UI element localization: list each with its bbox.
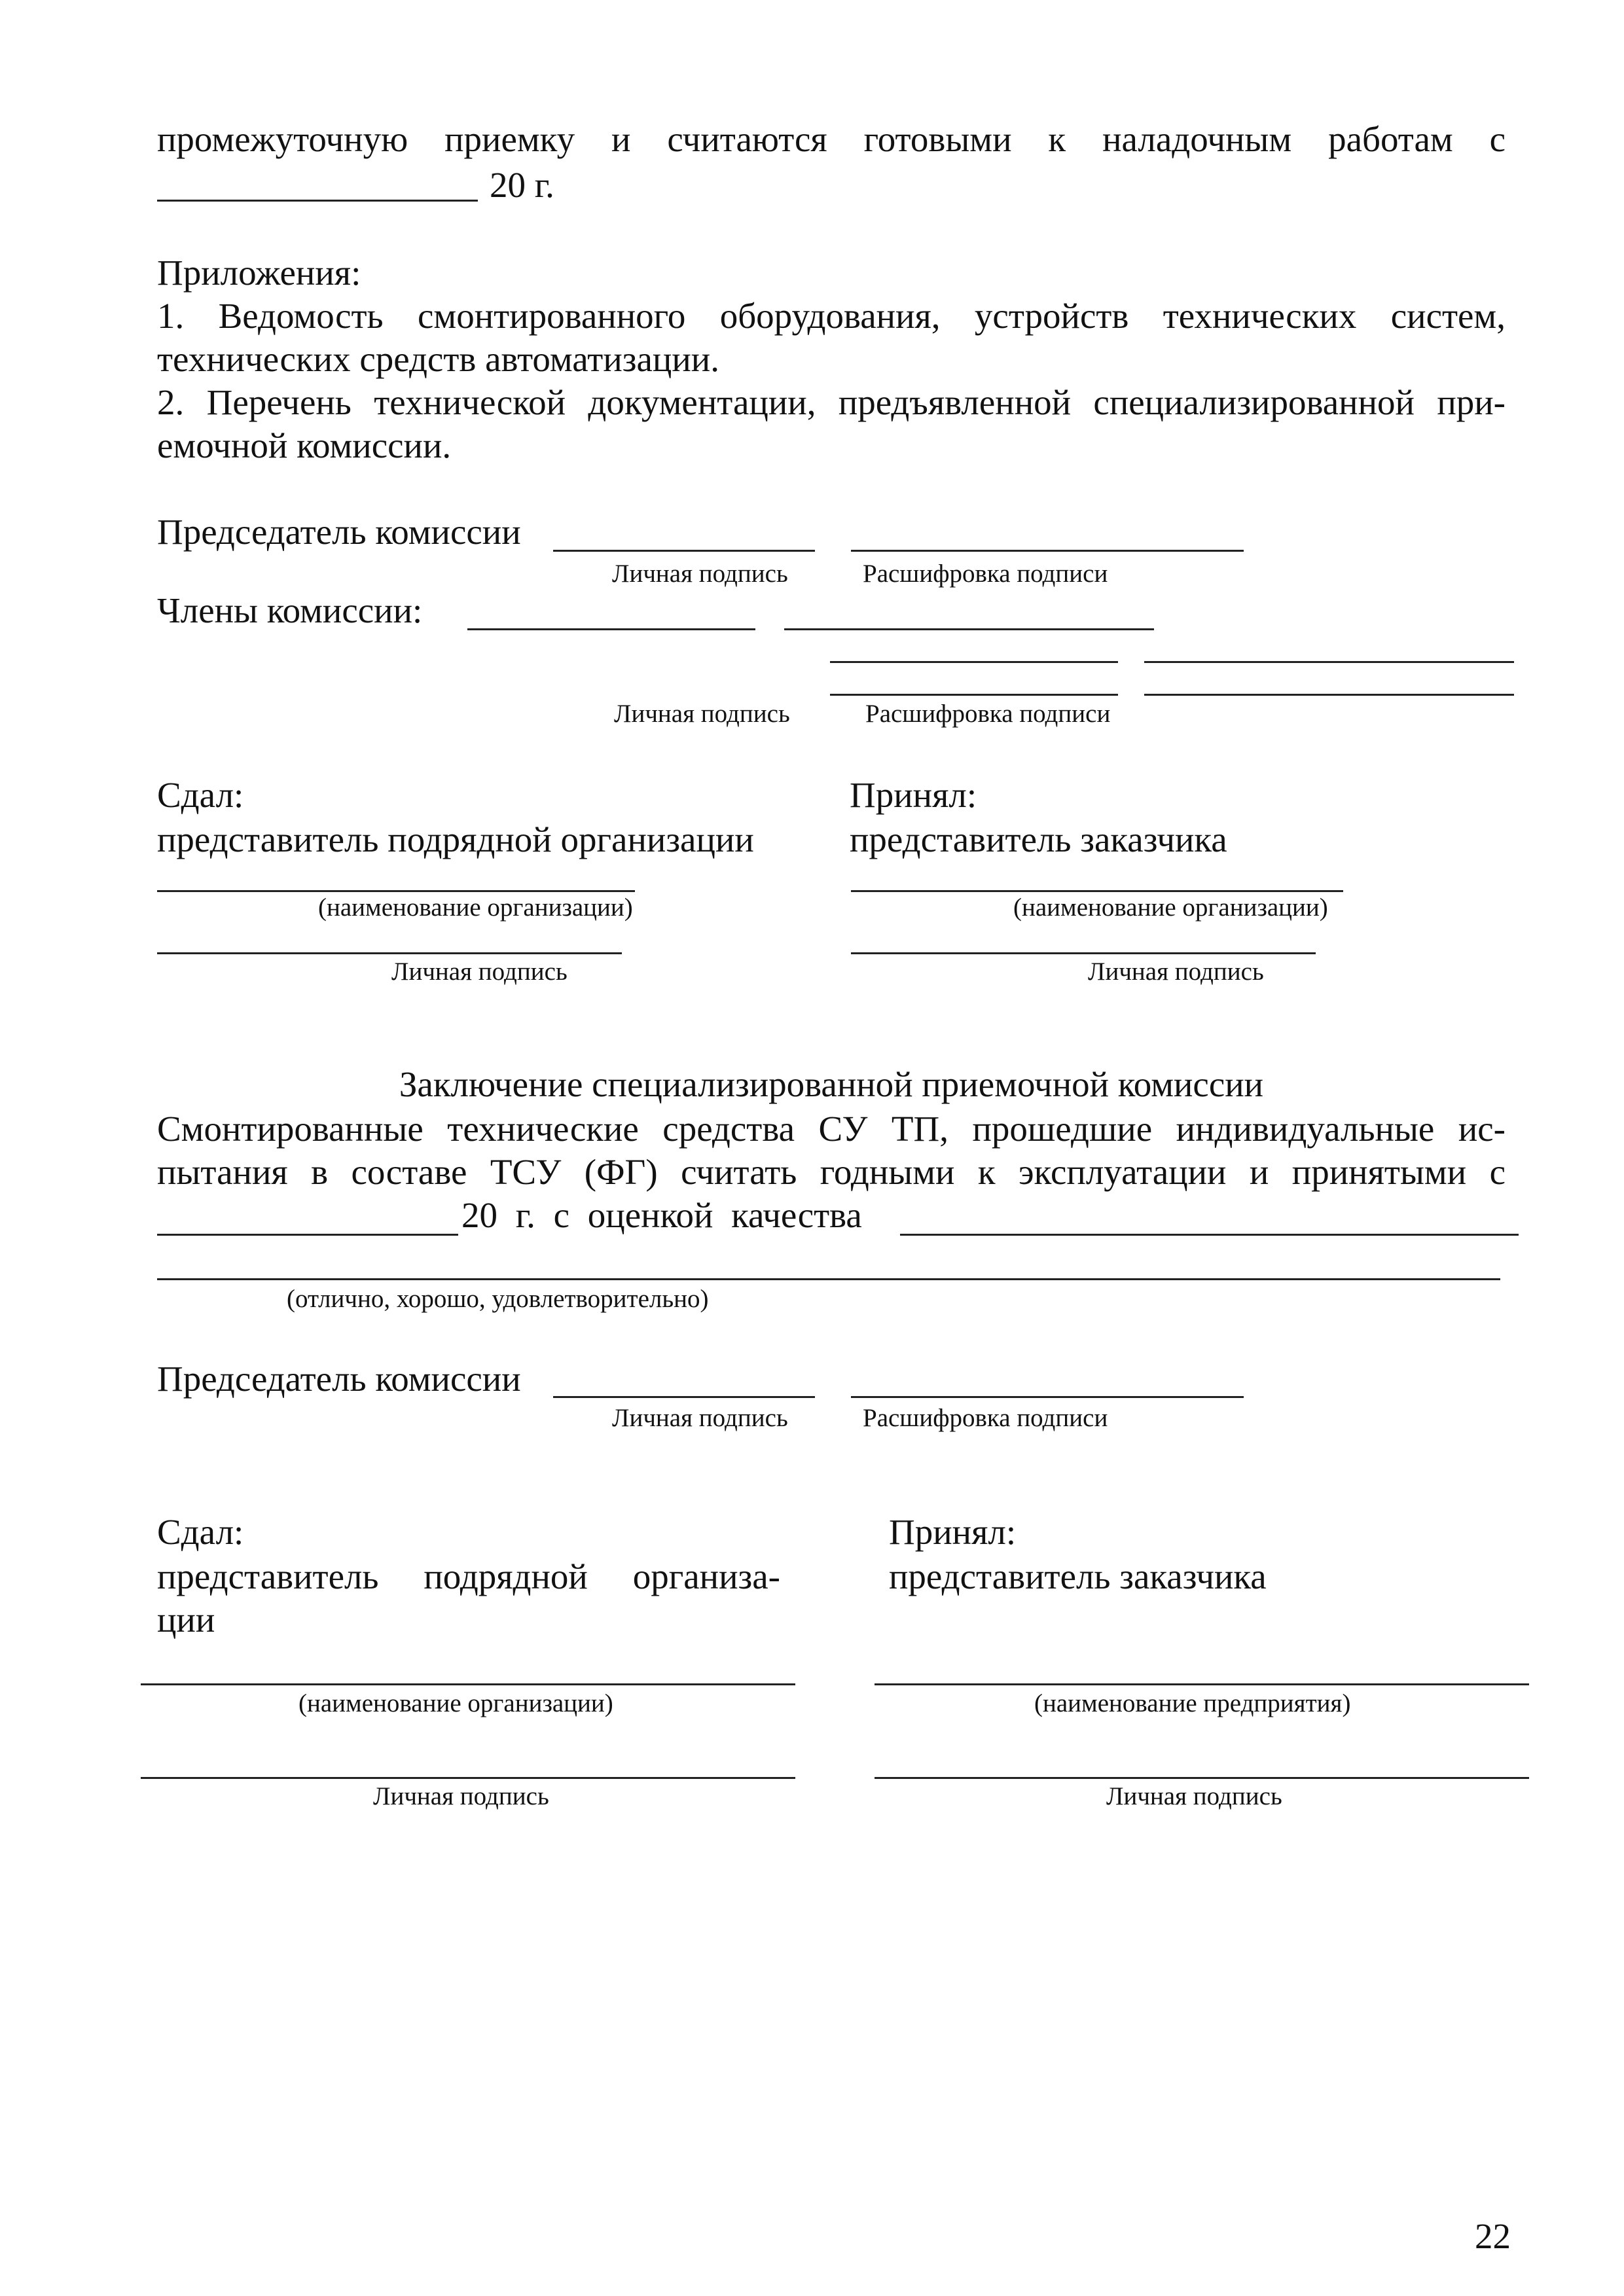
member-signature-line-1[interactable] — [467, 628, 755, 630]
personal-signature-caption: Личная подпись — [612, 560, 788, 588]
gave-signature-line[interactable] — [157, 952, 622, 954]
took-signature-caption: Личная подпись — [1088, 958, 1264, 986]
quality-grade-line-2[interactable] — [157, 1278, 1500, 1280]
intro-line: промежуточную приемку и считаются готовыми к наладочным работам с — [157, 119, 1506, 159]
took-role-2: представитель заказчика — [889, 1556, 1267, 1596]
member-decoding-line-2[interactable] — [1144, 661, 1514, 663]
personal-signature-caption: Личная подпись — [614, 700, 790, 728]
gave-signature-line-2[interactable] — [141, 1777, 795, 1779]
signature-decoding-caption: Расшифровка подписи — [863, 560, 1108, 588]
chairman-decoding-line-2[interactable] — [851, 1396, 1244, 1398]
conclusion-line-3: 20 г. с оценкой качества — [461, 1195, 862, 1235]
chairman-signature-line-2[interactable] — [553, 1396, 815, 1398]
acceptance-date-blank[interactable] — [157, 1234, 458, 1236]
gave-role-2-cont: ции — [157, 1600, 215, 1640]
took-role: представитель заказчика — [850, 819, 1227, 859]
members-label: Члены комиссии: — [157, 590, 423, 630]
gave-org-caption-2: (наименование организации) — [298, 1689, 613, 1717]
took-label: Принял: — [850, 775, 977, 815]
attachment-item-1-cont: технических средств автоматизации. — [157, 339, 719, 379]
personal-signature-caption: Личная подпись — [612, 1404, 788, 1432]
member-signature-line-2[interactable] — [830, 661, 1118, 663]
conclusion-line-2: пытания в составе ТСУ (ФГ) считать годными к эксплуатации и принятыми с — [157, 1152, 1506, 1192]
gave-signature-caption: Личная подпись — [391, 958, 568, 986]
conclusion-title: Заключение специализированной приемочной комиссии — [399, 1064, 1264, 1104]
took-org-line[interactable] — [851, 890, 1343, 892]
member-decoding-line-1[interactable] — [784, 628, 1154, 630]
member-decoding-line-3[interactable] — [1144, 694, 1514, 696]
gave-org-line[interactable] — [157, 890, 635, 892]
gave-org-caption: (наименование организации) — [318, 893, 633, 922]
chairman-decoding-line[interactable] — [851, 550, 1244, 552]
took-org-caption: (наименование организации) — [1013, 893, 1328, 922]
gave-role-2: представитель подрядной организа- — [157, 1556, 780, 1596]
quality-caption: (отлично, хорошо, удовлетворительно) — [287, 1285, 709, 1313]
page-number: 22 — [1475, 2216, 1511, 2256]
chairman-signature-line[interactable] — [553, 550, 815, 552]
gave-label: Сдал: — [157, 775, 244, 815]
intro-date-blank[interactable] — [157, 200, 478, 202]
conclusion-line-1: Смонтированные технические средства СУ ТП, прошедшие индивидуальные ис- — [157, 1109, 1506, 1149]
gave-label-2: Сдал: — [157, 1512, 244, 1552]
member-signature-line-3[interactable] — [830, 694, 1118, 696]
gave-org-line-2[interactable] — [141, 1683, 795, 1685]
chairman-label: Председатель комиссии — [157, 512, 521, 552]
attachment-item-1: 1. Ведомость смонтированного оборудования, устройств технических систем, — [157, 296, 1506, 336]
took-signature-line[interactable] — [851, 952, 1316, 954]
signature-decoding-caption: Расшифровка подписи — [863, 1404, 1108, 1432]
took-org-line-2[interactable] — [875, 1683, 1529, 1685]
gave-signature-caption-2: Личная подпись — [373, 1782, 549, 1810]
chairman-label-2: Председатель комиссии — [157, 1359, 521, 1399]
signature-decoding-caption: Расшифровка подписи — [865, 700, 1111, 728]
intro-date-suffix: 20 г. — [490, 165, 554, 205]
took-signature-line-2[interactable] — [875, 1777, 1529, 1779]
quality-grade-line[interactable] — [900, 1234, 1519, 1236]
attachment-item-2: 2. Перечень технической документации, предъявленной специализированной при- — [157, 382, 1506, 422]
attachment-item-2-cont: емочной комиссии. — [157, 425, 452, 465]
took-signature-caption-2: Личная подпись — [1106, 1782, 1282, 1810]
took-label-2: Принял: — [889, 1512, 1017, 1552]
gave-role: представитель подрядной организации — [157, 819, 754, 859]
attachments-heading: Приложения: — [157, 253, 361, 293]
took-org-caption-2: (наименование предприятия) — [1034, 1689, 1351, 1717]
